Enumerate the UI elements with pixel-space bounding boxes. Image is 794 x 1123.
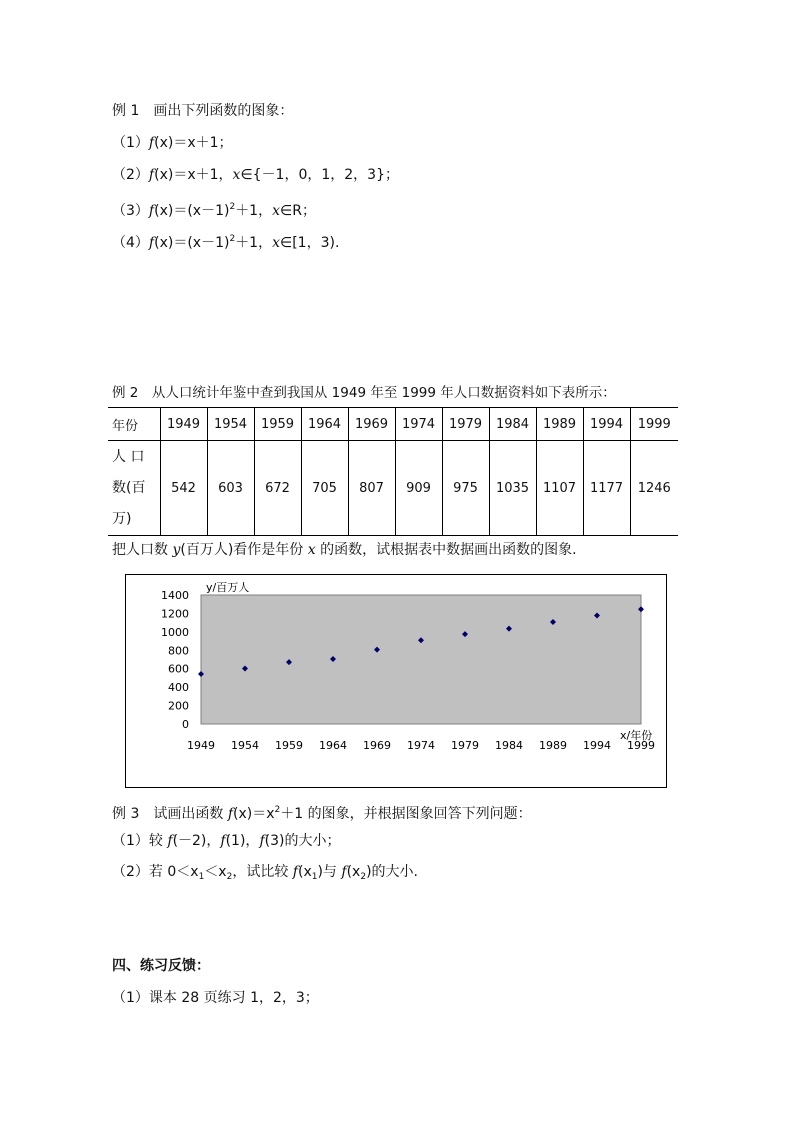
ex3-text: (x)＝x — [233, 806, 275, 822]
x-tick-label: 1979 — [451, 739, 479, 752]
x-tick-label: 1994 — [583, 739, 611, 752]
instruction-text: (百万人)看作是年份 — [180, 542, 308, 558]
func-arg: (x) — [154, 167, 174, 183]
equals-sign: ＝ — [173, 135, 188, 151]
func-body: x＋1； — [187, 135, 233, 151]
domain-set: ∈{－1，0，1，2，3}； — [240, 167, 399, 183]
population-cell: 909 — [395, 441, 442, 536]
year-cell: 1984 — [489, 408, 536, 441]
ex1-item-4 — [112, 229, 339, 253]
year-cell: 1974 — [395, 408, 442, 441]
func-arg: (x) — [154, 203, 174, 219]
q-text: (x — [297, 864, 312, 880]
equals-sign: ＝ — [173, 203, 188, 219]
population-table — [108, 407, 678, 536]
func-arg: (x) — [154, 135, 174, 151]
year-cell: 1979 — [442, 408, 489, 441]
exponent: 2 — [229, 202, 236, 212]
x-tick-label: 1964 — [319, 739, 347, 752]
year-cell: 1994 — [583, 408, 630, 441]
q-text: (3)的大小； — [264, 833, 341, 849]
year-cell: 1989 — [536, 408, 583, 441]
ex3-title — [112, 800, 532, 824]
var-x: x — [307, 542, 316, 558]
year-cell: 1959 — [254, 408, 301, 441]
q-text: ，试比较 — [232, 864, 293, 880]
year-cell: 1969 — [348, 408, 395, 441]
func-body-tail: ＋1， — [235, 203, 273, 219]
func-name: f — [148, 203, 155, 219]
subscript: 2 — [360, 872, 367, 882]
y-tick-label: 600 — [168, 662, 189, 676]
y-tick-label: 1000 — [161, 625, 189, 639]
population-cell: 1107 — [536, 441, 583, 536]
func-body: (x－1) — [187, 235, 230, 251]
x-tick-label: 1954 — [231, 739, 259, 752]
x-tick-label: 1984 — [495, 739, 523, 752]
table-row-years — [108, 408, 678, 441]
ex3-text: ＋1 的图象，并根据图象回答下列问题： — [280, 806, 532, 822]
q-text: (－2)， — [172, 833, 221, 849]
population-cell: 705 — [301, 441, 348, 536]
ex1-item-1 — [112, 133, 233, 153]
y-tick-label: 800 — [168, 644, 189, 658]
population-cell: 1177 — [583, 441, 630, 536]
population-chart — [125, 574, 667, 788]
func-name: f — [148, 235, 155, 251]
func-name: f — [167, 833, 173, 849]
item-number: （4） — [112, 235, 149, 251]
x-tick-label: 1969 — [363, 739, 391, 752]
subscript: 1 — [311, 872, 318, 882]
population-cell: 542 — [160, 441, 207, 536]
func-name: f — [292, 864, 298, 880]
x-tick-label: 1999 — [627, 739, 655, 752]
y-tick-label: 200 — [168, 699, 189, 713]
exponent: 2 — [229, 234, 236, 244]
domain-set: ∈[1，3). — [280, 235, 340, 251]
q-text: 较 — [148, 833, 168, 849]
population-cell: 1246 — [630, 441, 678, 536]
equals-sign: ＝ — [173, 235, 188, 251]
domain-var: x — [232, 167, 241, 183]
domain-var: x — [272, 203, 281, 219]
domain-var: x — [272, 235, 281, 251]
x-axis-label: x/年份 — [620, 729, 653, 742]
x-tick-label: 1974 — [407, 739, 435, 752]
year-cell: 1999 — [630, 408, 678, 441]
item-number: （3） — [112, 203, 149, 219]
population-cell: 603 — [207, 441, 254, 536]
item-number: （1） — [112, 833, 149, 849]
plot-area — [201, 595, 641, 724]
y-tick-label: 400 — [168, 681, 189, 695]
item-number: （2） — [112, 864, 149, 880]
year-cell: 1954 — [207, 408, 254, 441]
chart-svg — [126, 575, 666, 787]
var-y: y — [172, 542, 181, 558]
func-name: f — [227, 806, 233, 822]
section4-heading: 四、练习反馈： — [112, 958, 210, 974]
x-tick-label: 1989 — [539, 739, 567, 752]
population-cell: 1035 — [489, 441, 536, 536]
y-axis-label: y/百万人 — [206, 581, 250, 594]
y-tick-label: 1400 — [161, 589, 189, 602]
population-cell: 975 — [442, 441, 489, 536]
func-arg: (x) — [154, 235, 174, 251]
ex3-text: 例 3 试画出函数 — [112, 806, 228, 822]
y-tick-label: 1200 — [161, 607, 189, 621]
instruction-text: 的函数，试根据表中数据画出函数的图象. — [315, 542, 577, 558]
func-body: x＋1， — [187, 167, 233, 183]
subscript: 2 — [226, 872, 233, 882]
func-body-tail: ＋1， — [235, 235, 273, 251]
year-cell: 1949 — [160, 408, 207, 441]
equals-sign: ＝ — [173, 167, 188, 183]
instruction-text: 把人口数 — [112, 542, 173, 558]
func-name: f — [341, 864, 347, 880]
x-tick-label: 1959 — [275, 739, 303, 752]
item-number: （1） — [112, 135, 149, 151]
func-body: (x－1) — [187, 203, 230, 219]
ex3-question-1 — [112, 831, 340, 851]
item-number: （2） — [112, 167, 149, 183]
x-tick-label: 1949 — [187, 739, 215, 752]
table-row-population — [108, 441, 678, 536]
func-name: f — [148, 167, 155, 183]
population-cell: 672 — [254, 441, 301, 536]
y-ticks — [161, 589, 189, 731]
ex1-item-2 — [112, 165, 399, 185]
q-text: 若 0＜x — [148, 864, 199, 880]
year-cell: 1964 — [301, 408, 348, 441]
ex2-title: 例 2 从人口统计年鉴中查到我国从 1949 年至 1999 年人口数据资料如下表所示： — [112, 385, 616, 401]
q-text: )的大小. — [366, 864, 418, 880]
ex3-question-2 — [112, 862, 418, 887]
y-tick-label: 0 — [182, 718, 189, 731]
q-text: )与 — [317, 864, 342, 880]
q-text: (x — [346, 864, 361, 880]
table-header-year: 年份 — [108, 408, 160, 441]
subscript: 1 — [198, 872, 205, 882]
domain-set: ∈R； — [280, 203, 316, 219]
population-label: 人 口 数(百 万) — [112, 448, 146, 527]
exponent: 2 — [274, 805, 281, 815]
func-name: f — [220, 833, 226, 849]
ex2-instruction — [112, 540, 577, 560]
q-text: ＜x — [204, 864, 227, 880]
x-ticks — [187, 739, 655, 752]
population-cell: 807 — [348, 441, 395, 536]
ex1-item-3 — [112, 197, 316, 221]
table-header-population — [108, 441, 160, 536]
q-text: (1)， — [225, 833, 260, 849]
ex1-title: 例 1 画出下列函数的图象： — [112, 103, 294, 119]
func-name: f — [259, 833, 265, 849]
section4-item-1: （1）课本 28 页练习 1，2，3； — [112, 990, 319, 1006]
func-name: f — [148, 135, 155, 151]
